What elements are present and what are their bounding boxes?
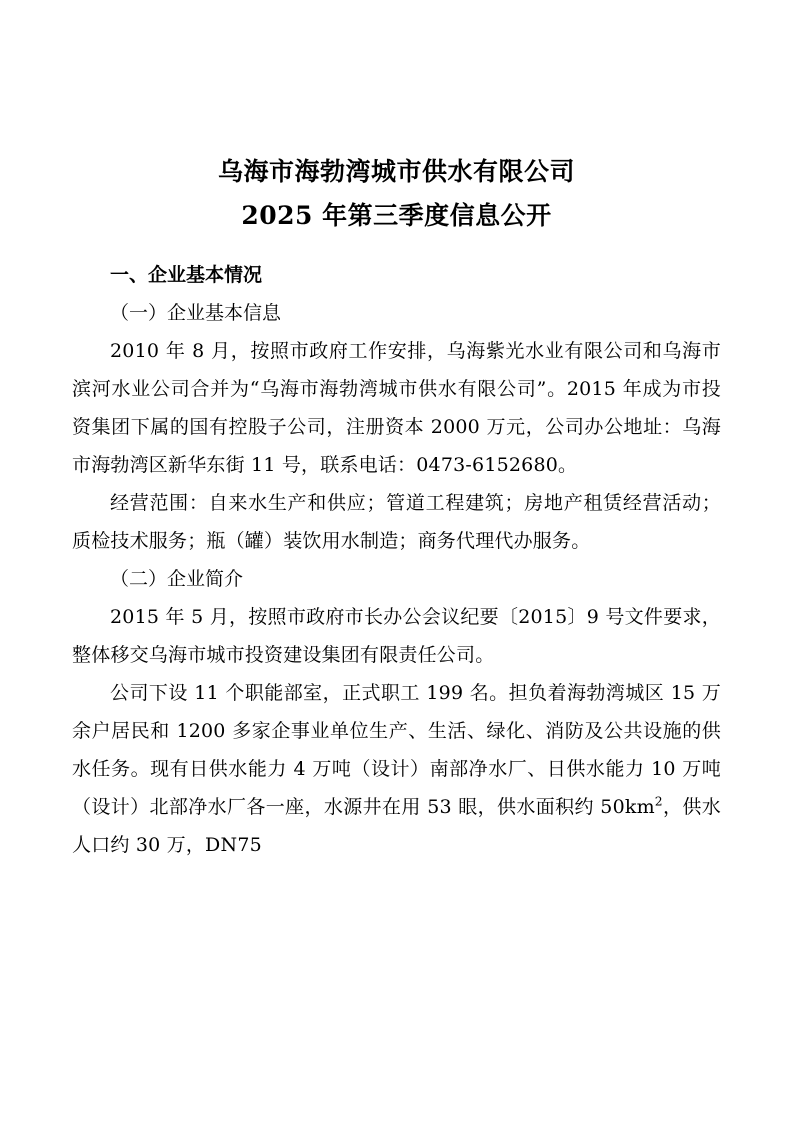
title-line-2: 2025 年第三季度信息公开 — [241, 201, 552, 230]
subheading-basic-information: （一）企业基本信息 — [110, 302, 282, 324]
superscript-square: 2 — [654, 794, 663, 809]
paragraph-business-scope: 经营范围：自来水生产和供应；管道工程建筑；房地产租赁经营活动；质检技术服务；瓶（罐）装饮用水制造；商务代理代办服务。 — [72, 492, 721, 552]
paragraph-text-part-1: 公司下设 11 个职能部室，正式职工 199 名。担负着海勃湾城区 15 万余户居民和 1200 多家企事业单位生产、生活、绿化、消防及公共设施的供水任务。现有日供水能力 4 万吨（设计）南部净水厂、日供水能力 10 万吨（设计）北部净水厂各一座，水源井在用 53 眼，供水面积约 50km — [72, 682, 721, 818]
page-title — [72, 150, 721, 238]
subheading-company-profile: （二）企业简介 — [110, 568, 244, 590]
title-line-1: 乌海市海勃湾城市供水有限公司 — [217, 157, 575, 186]
paragraph-text-part-2: ，供水人口约 30 万，DN75 — [72, 796, 721, 856]
paragraph-company-history: 2010 年 8 月，按照市政府工作安排，乌海紫光水业有限公司和乌海市滨河水业公司合并为“乌海市海勃湾城市供水有限公司”。2015 年成为市投资集团下属的国有控股子公司，注册资本 2000 万元，公司办公地址：乌海市海勃湾区新华东街 11 号，联系电话：0473-6152680。 — [72, 340, 721, 476]
section-heading-basic-info: 一、企业基本情况 — [110, 264, 263, 286]
paragraph-company-profile-details — [72, 674, 721, 864]
paragraph-transfer-notice: 2015 年 5 月，按照市政府市长办公会议纪要〔2015〕9 号文件要求，整体移交乌海市城市投资建设集团有限责任公司。 — [72, 606, 721, 666]
